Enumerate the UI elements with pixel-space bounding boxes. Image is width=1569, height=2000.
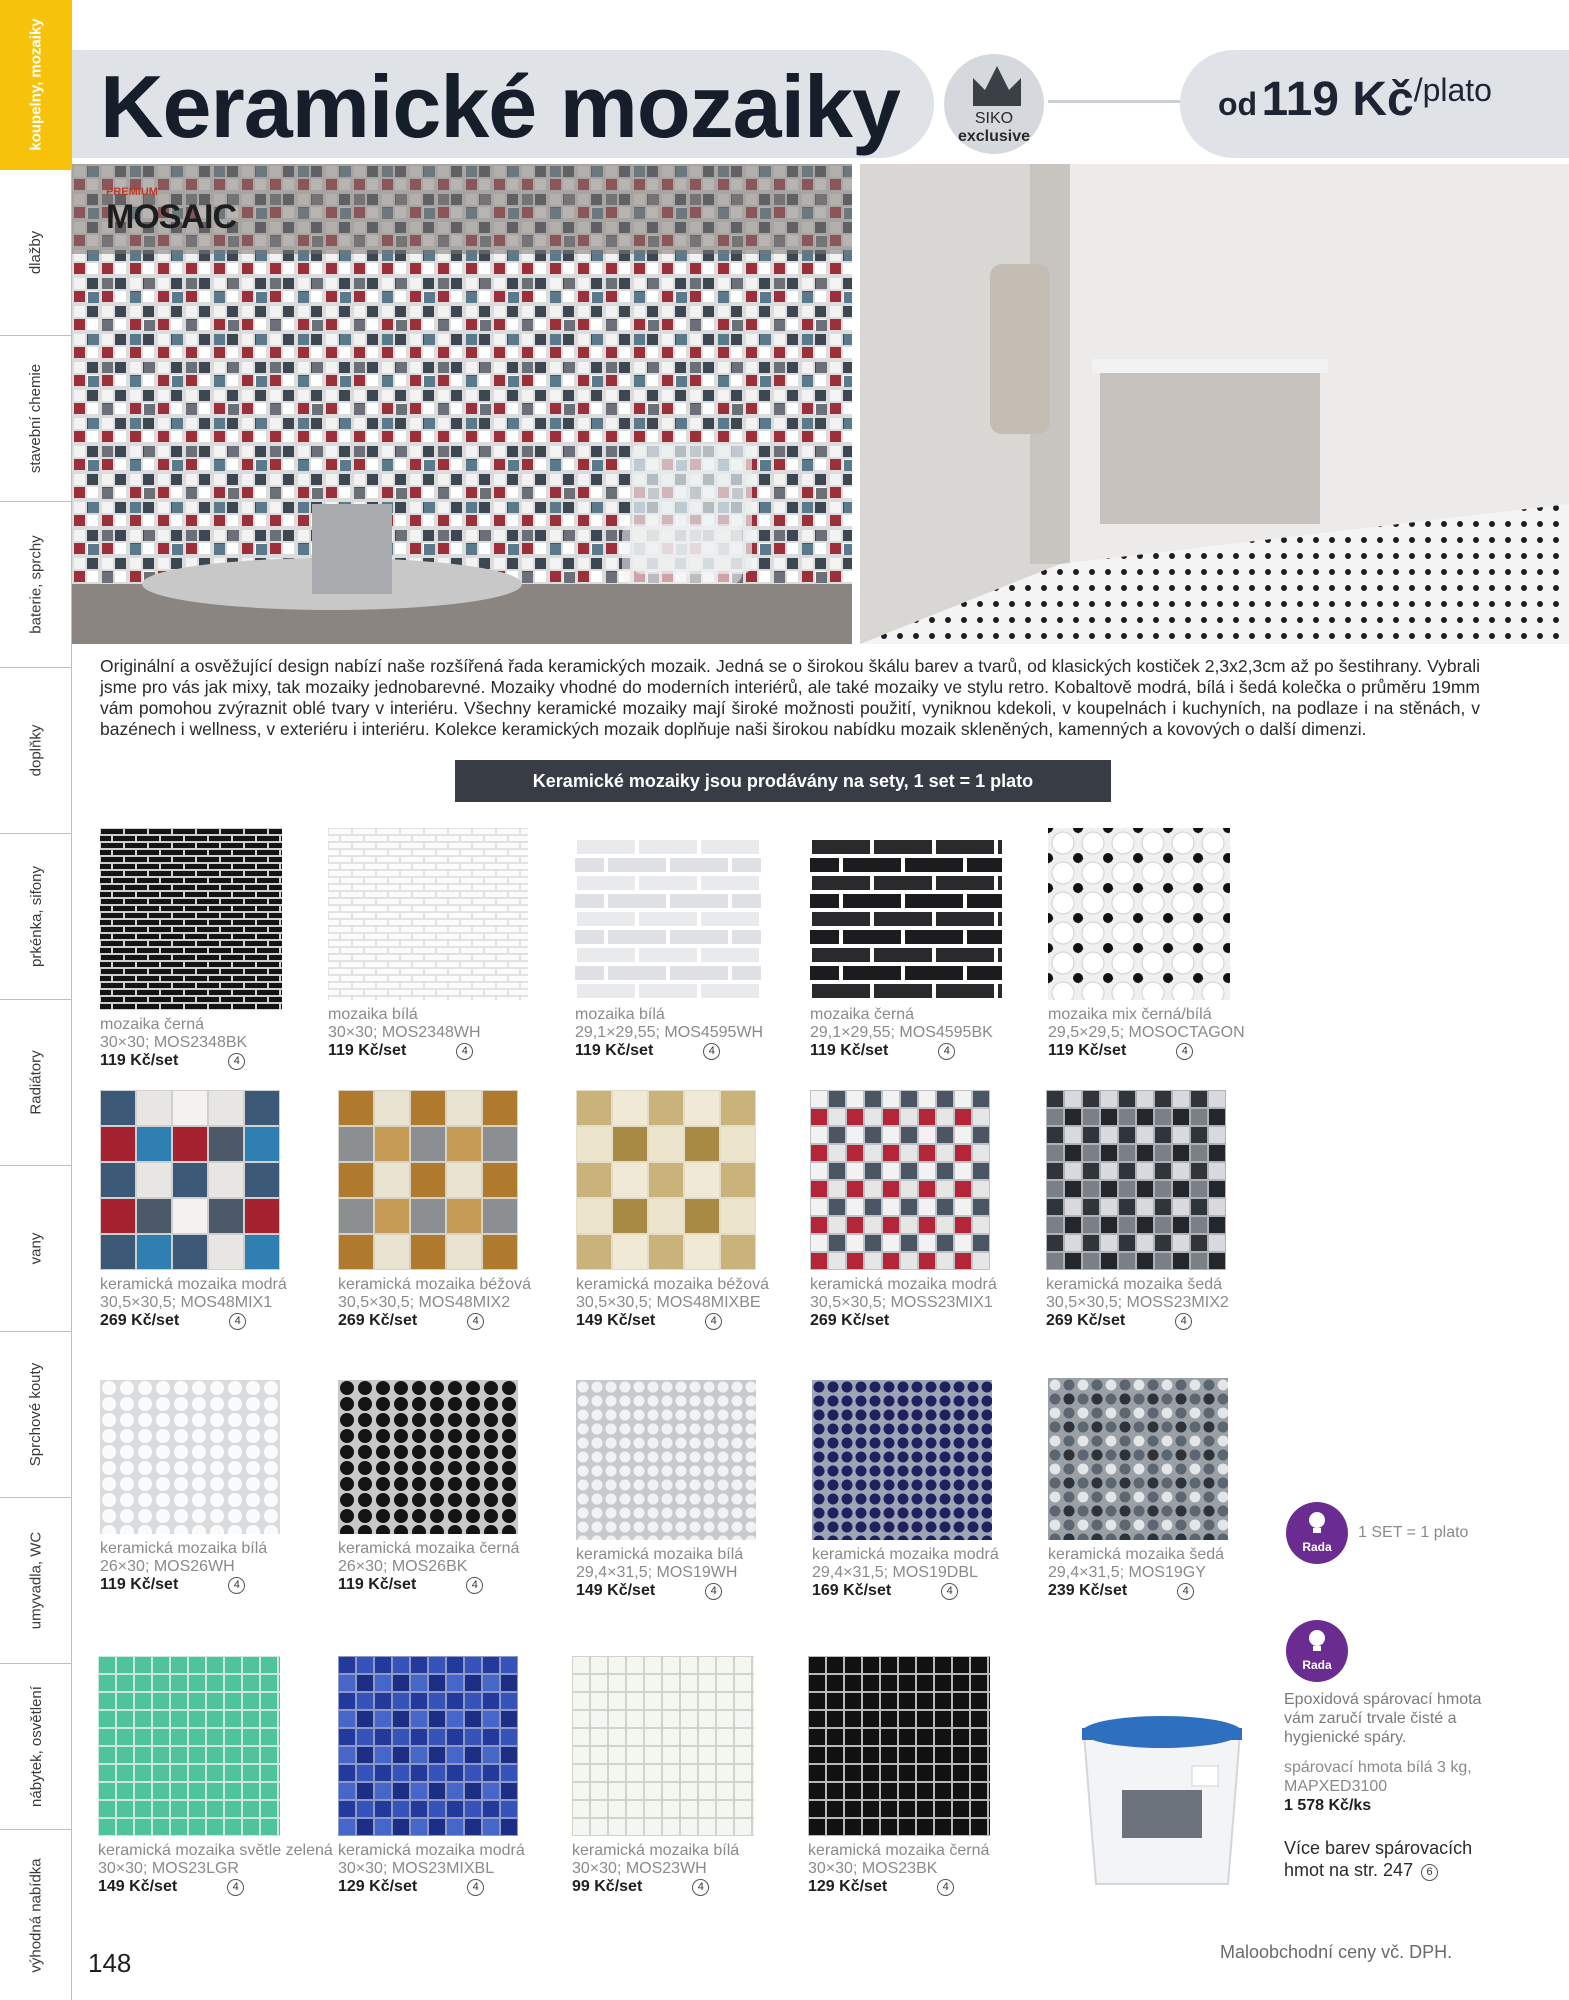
delivery-days-icon: 6 bbox=[1421, 1864, 1438, 1881]
product-code: 30,5×30,5; MOS48MIX1 bbox=[100, 1294, 273, 1311]
product-name: keramická mozaika šedá bbox=[1046, 1276, 1223, 1293]
product-thumbnail bbox=[1048, 1378, 1228, 1540]
product-price bbox=[576, 1312, 806, 1330]
product-price bbox=[812, 1582, 1042, 1600]
product-card[interactable] bbox=[810, 838, 1040, 1060]
price-text: 149 Kč/set bbox=[576, 1312, 656, 1329]
price-text: 99 Kč/set bbox=[572, 1878, 643, 1895]
sidebar-tab-baterie[interactable] bbox=[0, 502, 72, 668]
price-text: 119 Kč/set bbox=[338, 1576, 417, 1593]
product-code: 30×30; MOS23LGR bbox=[98, 1860, 239, 1877]
product-price bbox=[100, 1576, 330, 1594]
product-thumbnail bbox=[100, 1380, 280, 1534]
product-price bbox=[100, 1312, 330, 1330]
product-price bbox=[338, 1312, 568, 1330]
product-code: 29,4×31,5; MOS19GY bbox=[1048, 1564, 1206, 1581]
sidebar-tab-koupelny[interactable] bbox=[0, 0, 72, 170]
sidebar-tab-vany[interactable] bbox=[0, 1166, 72, 1332]
product-name: mozaika černá bbox=[100, 1016, 205, 1033]
product-price bbox=[328, 1042, 558, 1060]
sidebar-tab-label: dlažby bbox=[27, 230, 45, 275]
delivery-days-icon: 4 bbox=[228, 1053, 245, 1070]
product-code: 30,5×30,5; MOSS23MIX1 bbox=[810, 1294, 993, 1311]
product-code: 30,5×30,5; MOS48MIXBE bbox=[576, 1294, 761, 1311]
product-card[interactable] bbox=[100, 1090, 330, 1330]
page-number: 148 bbox=[88, 1948, 132, 1978]
price-text: 269 Kč/set bbox=[338, 1312, 418, 1329]
product-price bbox=[1048, 1582, 1278, 1600]
mosaic-brand-logo: MOSAIC bbox=[106, 198, 236, 236]
product-thumbnail bbox=[338, 1090, 518, 1270]
product-code: 26×30; MOS26WH bbox=[100, 1558, 235, 1575]
collection-description: Originální a osvěžující design nabízí naše rozšířená řada keramických mozaik. Jedná se o širokou škálu barev a tvarů, od klasických kostiček 2,3x2,3cm až po šestihrany. Vybrali jsme pro vás jak mixy, tak mozaiky jednobarevné. Mozaiky vhodné do moderních interiérů, ale také mozaiky ve stylu retro. Kobaltově modrá, bílá i šedá kolečka o průměru 19mm vám pomohou zvýraznit oblé tvary v interiéru. Všechny keramické mozaiky mají široké možnosti použití, vyniknou kdekoli, v koupelnách i kuchyních, na podlaze i na stěnách, v bazénech i wellness, v exteriéru i interiéru. Kolekce keramických mozaik doplňuje naši širokou nabídku mozaik skleněných, kamenných a kovových o další dimenzi. bbox=[100, 656, 1480, 739]
product-name: mozaika bílá bbox=[575, 1006, 665, 1023]
product-card[interactable] bbox=[100, 828, 330, 1070]
grout-bucket-image bbox=[1072, 1694, 1252, 1894]
tip-label: Rada bbox=[1302, 1540, 1332, 1554]
badge-line1: SIKO bbox=[974, 110, 1014, 127]
product-code: 30,5×30,5; MOSS23MIX2 bbox=[1046, 1294, 1229, 1311]
product-code: 30×30; MOS2348WH bbox=[328, 1024, 481, 1041]
sold-in-sets-banner: Keramické mozaiky jsou prodávány na sety, 1 set = 1 plato bbox=[455, 760, 1111, 802]
delivery-days-icon: 4 bbox=[703, 1043, 720, 1060]
price-text: 169 Kč/set bbox=[812, 1582, 892, 1599]
product-thumbnail bbox=[576, 1380, 756, 1540]
product-thumbnail bbox=[1046, 1090, 1226, 1270]
delivery-days-icon: 4 bbox=[705, 1313, 722, 1330]
product-card[interactable] bbox=[810, 1090, 1040, 1330]
delivery-days-icon: 4 bbox=[229, 1313, 246, 1330]
product-card[interactable] bbox=[576, 1090, 806, 1330]
product-thumbnail bbox=[328, 828, 528, 1000]
product-thumbnail bbox=[576, 1090, 756, 1270]
grout-product-name: spárovací hmota bílá 3 kg, MAPXED3100 bbox=[1284, 1759, 1472, 1795]
bathroom-photo bbox=[860, 164, 1569, 644]
product-code: 30×30; MOS23WH bbox=[572, 1860, 707, 1877]
more-grout-colors[interactable] bbox=[1284, 1837, 1514, 1881]
tip-badge bbox=[1286, 1502, 1348, 1564]
price-text: 149 Kč/set bbox=[576, 1582, 656, 1599]
sidebar-tab-label: doplňky bbox=[27, 724, 45, 777]
sidebar-tab-vyhodna-nabidka[interactable] bbox=[0, 1830, 72, 2000]
product-code: 29,1×29,55; MOS4595WH bbox=[575, 1024, 764, 1041]
delivery-days-icon: 4 bbox=[228, 1577, 245, 1594]
product-name: keramická mozaika bílá bbox=[576, 1546, 744, 1563]
product-card[interactable] bbox=[575, 838, 805, 1060]
product-card[interactable] bbox=[100, 1380, 330, 1594]
product-card[interactable] bbox=[338, 1656, 568, 1896]
grout-product-price: 1 578 Kč/ks bbox=[1284, 1797, 1372, 1814]
product-price bbox=[576, 1582, 806, 1600]
sidebar-tab-stavebni-chemie[interactable] bbox=[0, 336, 72, 502]
starting-price bbox=[1218, 72, 1492, 127]
product-price bbox=[98, 1878, 328, 1896]
product-card[interactable] bbox=[328, 828, 558, 1060]
price-text: 119 Kč/set bbox=[100, 1052, 179, 1069]
product-code: 29,1×29,55; MOS4595BK bbox=[810, 1024, 993, 1041]
price-note: Maloobchodní ceny vč. DPH. bbox=[1220, 1942, 1453, 1962]
brand-small-text: PREMIUM bbox=[106, 186, 158, 198]
product-name: keramická mozaika béžová bbox=[576, 1276, 769, 1293]
lightbulb-icon bbox=[1303, 1626, 1331, 1658]
sidebar-tab-label: výhodná nabídka bbox=[27, 1857, 45, 1973]
product-thumbnail bbox=[1048, 828, 1230, 1000]
price-value: 119 Kč bbox=[1261, 73, 1414, 126]
lightbulb-icon bbox=[1303, 1508, 1331, 1540]
page-title: Keramické mozaiky bbox=[100, 57, 900, 156]
sidebar-tab-umyvadla[interactable] bbox=[0, 1498, 72, 1664]
product-thumbnail bbox=[810, 838, 1002, 1000]
product-thumbnail bbox=[100, 1090, 280, 1270]
product-card[interactable] bbox=[1048, 1378, 1278, 1600]
product-code: 29,5×29,5; MOSOCTAGON bbox=[1048, 1024, 1245, 1041]
product-thumbnail bbox=[812, 1380, 992, 1540]
price-text: 119 Kč/set bbox=[1048, 1042, 1127, 1059]
price-text: 269 Kč/set bbox=[1046, 1312, 1126, 1329]
product-thumbnail bbox=[98, 1656, 280, 1836]
delivery-days-icon: 4 bbox=[937, 1879, 954, 1896]
product-name: keramická mozaika modrá bbox=[810, 1276, 997, 1293]
product-card[interactable] bbox=[808, 1656, 1038, 1896]
product-code: 30×30; MOS2348BK bbox=[100, 1034, 248, 1051]
product-price bbox=[572, 1878, 802, 1896]
delivery-days-icon: 4 bbox=[941, 1583, 958, 1600]
tip-label: Rada bbox=[1302, 1658, 1332, 1672]
sidebar-tab-label: nábytek, osvětlení bbox=[27, 1686, 45, 1807]
product-thumbnail bbox=[338, 1380, 518, 1534]
product-name: mozaika mix černá/bílá bbox=[1048, 1006, 1212, 1023]
delivery-days-icon: 4 bbox=[1177, 1583, 1194, 1600]
product-price bbox=[575, 1042, 805, 1060]
delivery-days-icon: 4 bbox=[227, 1879, 244, 1896]
sidebar-tab-label: prkénka, sifony bbox=[27, 866, 45, 967]
product-price bbox=[338, 1878, 568, 1896]
delivery-days-icon: 4 bbox=[692, 1879, 709, 1896]
sidebar-tab-label: umyvadla, WC bbox=[27, 1531, 45, 1630]
tip-badge bbox=[1286, 1620, 1348, 1682]
product-price bbox=[100, 1052, 330, 1070]
product-card[interactable] bbox=[98, 1656, 333, 1896]
product-price bbox=[1046, 1312, 1276, 1330]
price-text: 119 Kč/set bbox=[810, 1042, 889, 1059]
price-text: 269 Kč/set bbox=[100, 1312, 180, 1329]
price-text: 119 Kč/set bbox=[328, 1042, 407, 1059]
product-price bbox=[1048, 1042, 1278, 1060]
price-text: 269 Kč/set bbox=[810, 1312, 890, 1329]
sidebar-tab-prkenka[interactable] bbox=[0, 834, 72, 1000]
product-thumbnail bbox=[572, 1656, 754, 1836]
delivery-days-icon: 4 bbox=[1176, 1043, 1193, 1060]
product-card[interactable] bbox=[1046, 1090, 1276, 1330]
product-card[interactable] bbox=[812, 1380, 1042, 1600]
product-thumbnail bbox=[338, 1656, 518, 1836]
category-sidebar bbox=[0, 0, 72, 2000]
price-unit: /plato bbox=[1413, 72, 1492, 108]
product-name: keramická mozaika béžová bbox=[338, 1276, 531, 1293]
delivery-days-icon: 4 bbox=[467, 1313, 484, 1330]
price-text: 239 Kč/set bbox=[1048, 1582, 1128, 1599]
product-price bbox=[810, 1312, 1040, 1330]
more-colors-text: Více barev spárovacích hmot na str. 247 bbox=[1284, 1838, 1473, 1880]
product-code: 26×30; MOS26BK bbox=[338, 1558, 468, 1575]
price-text: 129 Kč/set bbox=[338, 1878, 418, 1895]
delivery-days-icon: 4 bbox=[938, 1043, 955, 1060]
product-name: keramická mozaika modrá bbox=[100, 1276, 287, 1293]
sidebar-tab-label: vany bbox=[27, 1232, 45, 1265]
product-card[interactable] bbox=[338, 1090, 568, 1330]
product-name: mozaika bílá bbox=[328, 1006, 418, 1023]
sidebar-tab-label: baterie, sprchy bbox=[27, 535, 45, 634]
delivery-days-icon: 4 bbox=[705, 1583, 722, 1600]
product-code: 29,4×31,5; MOS19DBL bbox=[812, 1564, 978, 1581]
delivery-days-icon: 4 bbox=[1175, 1313, 1192, 1330]
product-name: keramická mozaika bílá bbox=[100, 1540, 268, 1557]
product-card[interactable] bbox=[572, 1656, 802, 1896]
delivery-days-icon: 4 bbox=[467, 1879, 484, 1896]
sidebar-tab-sprchove-kouty[interactable] bbox=[0, 1332, 72, 1498]
price-text: 119 Kč/set bbox=[100, 1576, 179, 1593]
badge-line2: exclusive bbox=[957, 128, 1031, 145]
product-price bbox=[338, 1576, 568, 1594]
product-thumbnail bbox=[810, 1090, 990, 1270]
product-name: mozaika černá bbox=[810, 1006, 915, 1023]
product-code: 30×30; MOS23BK bbox=[808, 1860, 938, 1877]
product-name: keramická mozaika šedá bbox=[1048, 1546, 1225, 1563]
sidebar-tab-radiatory[interactable] bbox=[0, 1000, 72, 1166]
product-name: keramická mozaika světle zelená bbox=[98, 1842, 333, 1859]
product-name: keramická mozaika černá bbox=[808, 1842, 990, 1859]
sidebar-tab-nabytek[interactable] bbox=[0, 1664, 72, 1830]
product-name: keramická mozaika modrá bbox=[338, 1842, 525, 1859]
delivery-days-icon: 4 bbox=[456, 1043, 473, 1060]
product-card[interactable] bbox=[576, 1380, 806, 1600]
sidebar-tab-doplnky[interactable] bbox=[0, 668, 72, 834]
product-name: keramická mozaika modrá bbox=[812, 1546, 999, 1563]
product-thumbnail bbox=[575, 838, 761, 1000]
delivery-days-icon: 4 bbox=[466, 1577, 483, 1594]
product-price bbox=[808, 1878, 1038, 1896]
tip-grout-info: Epoxidová spárovací hmota vám zaručí trvale čisté a hygienické spáry. bbox=[1284, 1691, 1482, 1746]
product-name: keramická mozaika bílá bbox=[572, 1842, 740, 1859]
price-text: 149 Kč/set bbox=[98, 1878, 178, 1895]
product-card[interactable] bbox=[1048, 828, 1278, 1060]
sidebar-tab-label: Radiátory bbox=[27, 1050, 45, 1115]
siko-exclusive-badge bbox=[940, 50, 1048, 158]
price-prefix: od bbox=[1218, 86, 1258, 122]
sidebar-tab-label: stavební chemie bbox=[27, 363, 45, 474]
crown-icon bbox=[971, 64, 1023, 108]
product-thumbnail bbox=[100, 828, 282, 1010]
product-code: 30×30; MOS23MIXBL bbox=[338, 1860, 495, 1877]
product-code: 29,4×31,5; MOS19WH bbox=[576, 1564, 738, 1581]
product-name: keramická mozaika černá bbox=[338, 1540, 520, 1557]
product-code: 30,5×30,5; MOS48MIX2 bbox=[338, 1294, 511, 1311]
price-text: 119 Kč/set bbox=[575, 1042, 654, 1059]
product-thumbnail bbox=[808, 1656, 990, 1836]
tip-set-info: 1 SET = 1 plato bbox=[1358, 1524, 1469, 1541]
header-connector bbox=[1046, 100, 1186, 103]
sidebar-tab-dlazby[interactable] bbox=[0, 170, 72, 336]
price-text: 129 Kč/set bbox=[808, 1878, 888, 1895]
product-price bbox=[810, 1042, 1040, 1060]
product-card[interactable] bbox=[338, 1380, 568, 1594]
sidebar-tab-label: Sprchové kouty bbox=[27, 1362, 45, 1467]
sidebar-tab-label: koupelny, mozaiky bbox=[27, 18, 45, 151]
